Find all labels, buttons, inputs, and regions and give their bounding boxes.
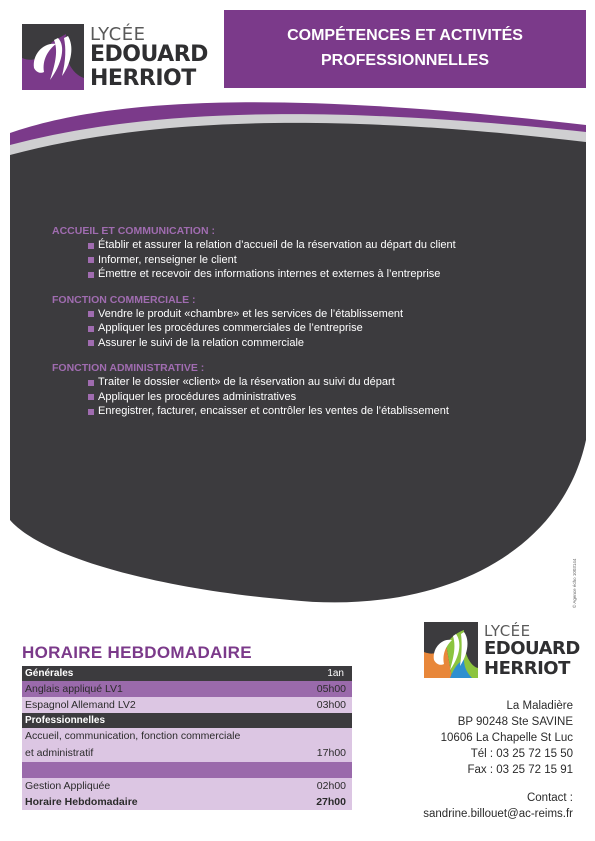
list-item: Appliquer les procédures administratives (88, 390, 552, 405)
address-block (353, 698, 573, 778)
address-line: 10606 La Chapelle St Luc (440, 732, 573, 744)
row-value: 27h00 (316, 796, 346, 808)
logo-bottom (424, 622, 584, 682)
title-line-2: PROFESSIONNELLES (320, 52, 490, 69)
list-item: Établir et assurer la relation d’accueil de la réservation au départ du client (88, 238, 552, 253)
row-label: Gestion Appliquée (25, 780, 111, 792)
schedule-title: HORAIRE HEBDOMADAIRE (22, 643, 252, 662)
table-header-generales (22, 666, 352, 681)
row-label-line-2: et administratif (25, 747, 94, 759)
contact-label: Contact : (526, 792, 573, 804)
header-label: Professionnelles (25, 715, 106, 726)
logo-mark-icon (424, 622, 478, 678)
header-label: Générales (25, 668, 74, 679)
table-row (22, 778, 352, 794)
section-commerciale (52, 293, 552, 351)
logo-mark-icon (22, 24, 84, 90)
phone-line: Tél : 03 25 72 15 50 (470, 748, 573, 760)
title-line-1: COMPÉTENCES ET ACTIVITÉS (287, 27, 523, 44)
list-item: Vendre le produit «chambre» et les services de l’établissement (88, 307, 552, 322)
address-line: La Maladière (506, 700, 573, 712)
section-title: FONCTION ADMINISTRATIVE : (52, 362, 205, 374)
row-label: Espagnol Allemand LV2 (25, 699, 136, 711)
logo-lycee-text: LYCÉE (484, 622, 531, 640)
list-item: Assurer le suivi de la relation commerciale (88, 336, 552, 351)
section-accueil (52, 224, 552, 282)
logo-edouard-text: EDOUARD (484, 638, 580, 659)
section-list (52, 307, 552, 351)
logo-mark (22, 24, 84, 90)
row-value: 17h00 (316, 747, 346, 759)
table-header-professionnelles (22, 713, 352, 728)
row-label-line-1: Accueil, communication, fonction commerciale (25, 730, 241, 742)
section-title: FONCTION COMMERCIALE : (52, 293, 196, 306)
table-row-spacer (22, 762, 352, 778)
list-item: Enregistrer, facturer, encaisser et contrôler les ventes de l’établissement (88, 404, 552, 419)
section-title: ACCUEIL ET COMMUNICATION : (52, 225, 215, 237)
row-label: Anglais appliqué LV1 (25, 683, 123, 695)
logo-herriot-text: HERRIOT (484, 658, 570, 679)
list-item: Émettre et recevoir des informations internes et externes à l’entreprise (88, 267, 552, 282)
row-value: 02h00 (316, 780, 346, 792)
schedule-table (22, 666, 352, 810)
title-box (224, 10, 586, 88)
section-list (52, 238, 552, 282)
row-value: 03h00 (316, 699, 346, 711)
list-item: Appliquer les procédures commerciales de l’entreprise (88, 321, 552, 336)
logo-top (22, 24, 212, 94)
logo-lycee-text: LYCÉE (90, 24, 146, 45)
table-row-total (22, 794, 352, 810)
contact-email: sandrine.billouet@ac-reims.fr (423, 808, 573, 820)
table-row (22, 728, 352, 762)
section-administrative (52, 361, 552, 419)
row-value: 05h00 (316, 683, 346, 695)
image-credit: © Agence écho 1003144 (572, 558, 577, 608)
table-row (22, 697, 352, 713)
competences-sections (52, 224, 552, 430)
table-row (22, 681, 352, 697)
header-column: 1an (327, 668, 344, 679)
fax-line: Fax : 03 25 72 15 91 (467, 764, 573, 776)
list-item: Traiter le dossier «client» de la réservation au suivi du départ (88, 375, 552, 390)
logo-edouard-text: EDOUARD (90, 42, 208, 67)
section-list (52, 375, 552, 419)
row-label: Horaire Hebdomadaire (25, 796, 138, 808)
logo-herriot-text: HERRIOT (90, 66, 196, 91)
address-line: BP 90248 Ste SAVINE (457, 716, 573, 728)
list-item: Informer, renseigner le client (88, 253, 552, 268)
logo-mark (424, 622, 478, 678)
